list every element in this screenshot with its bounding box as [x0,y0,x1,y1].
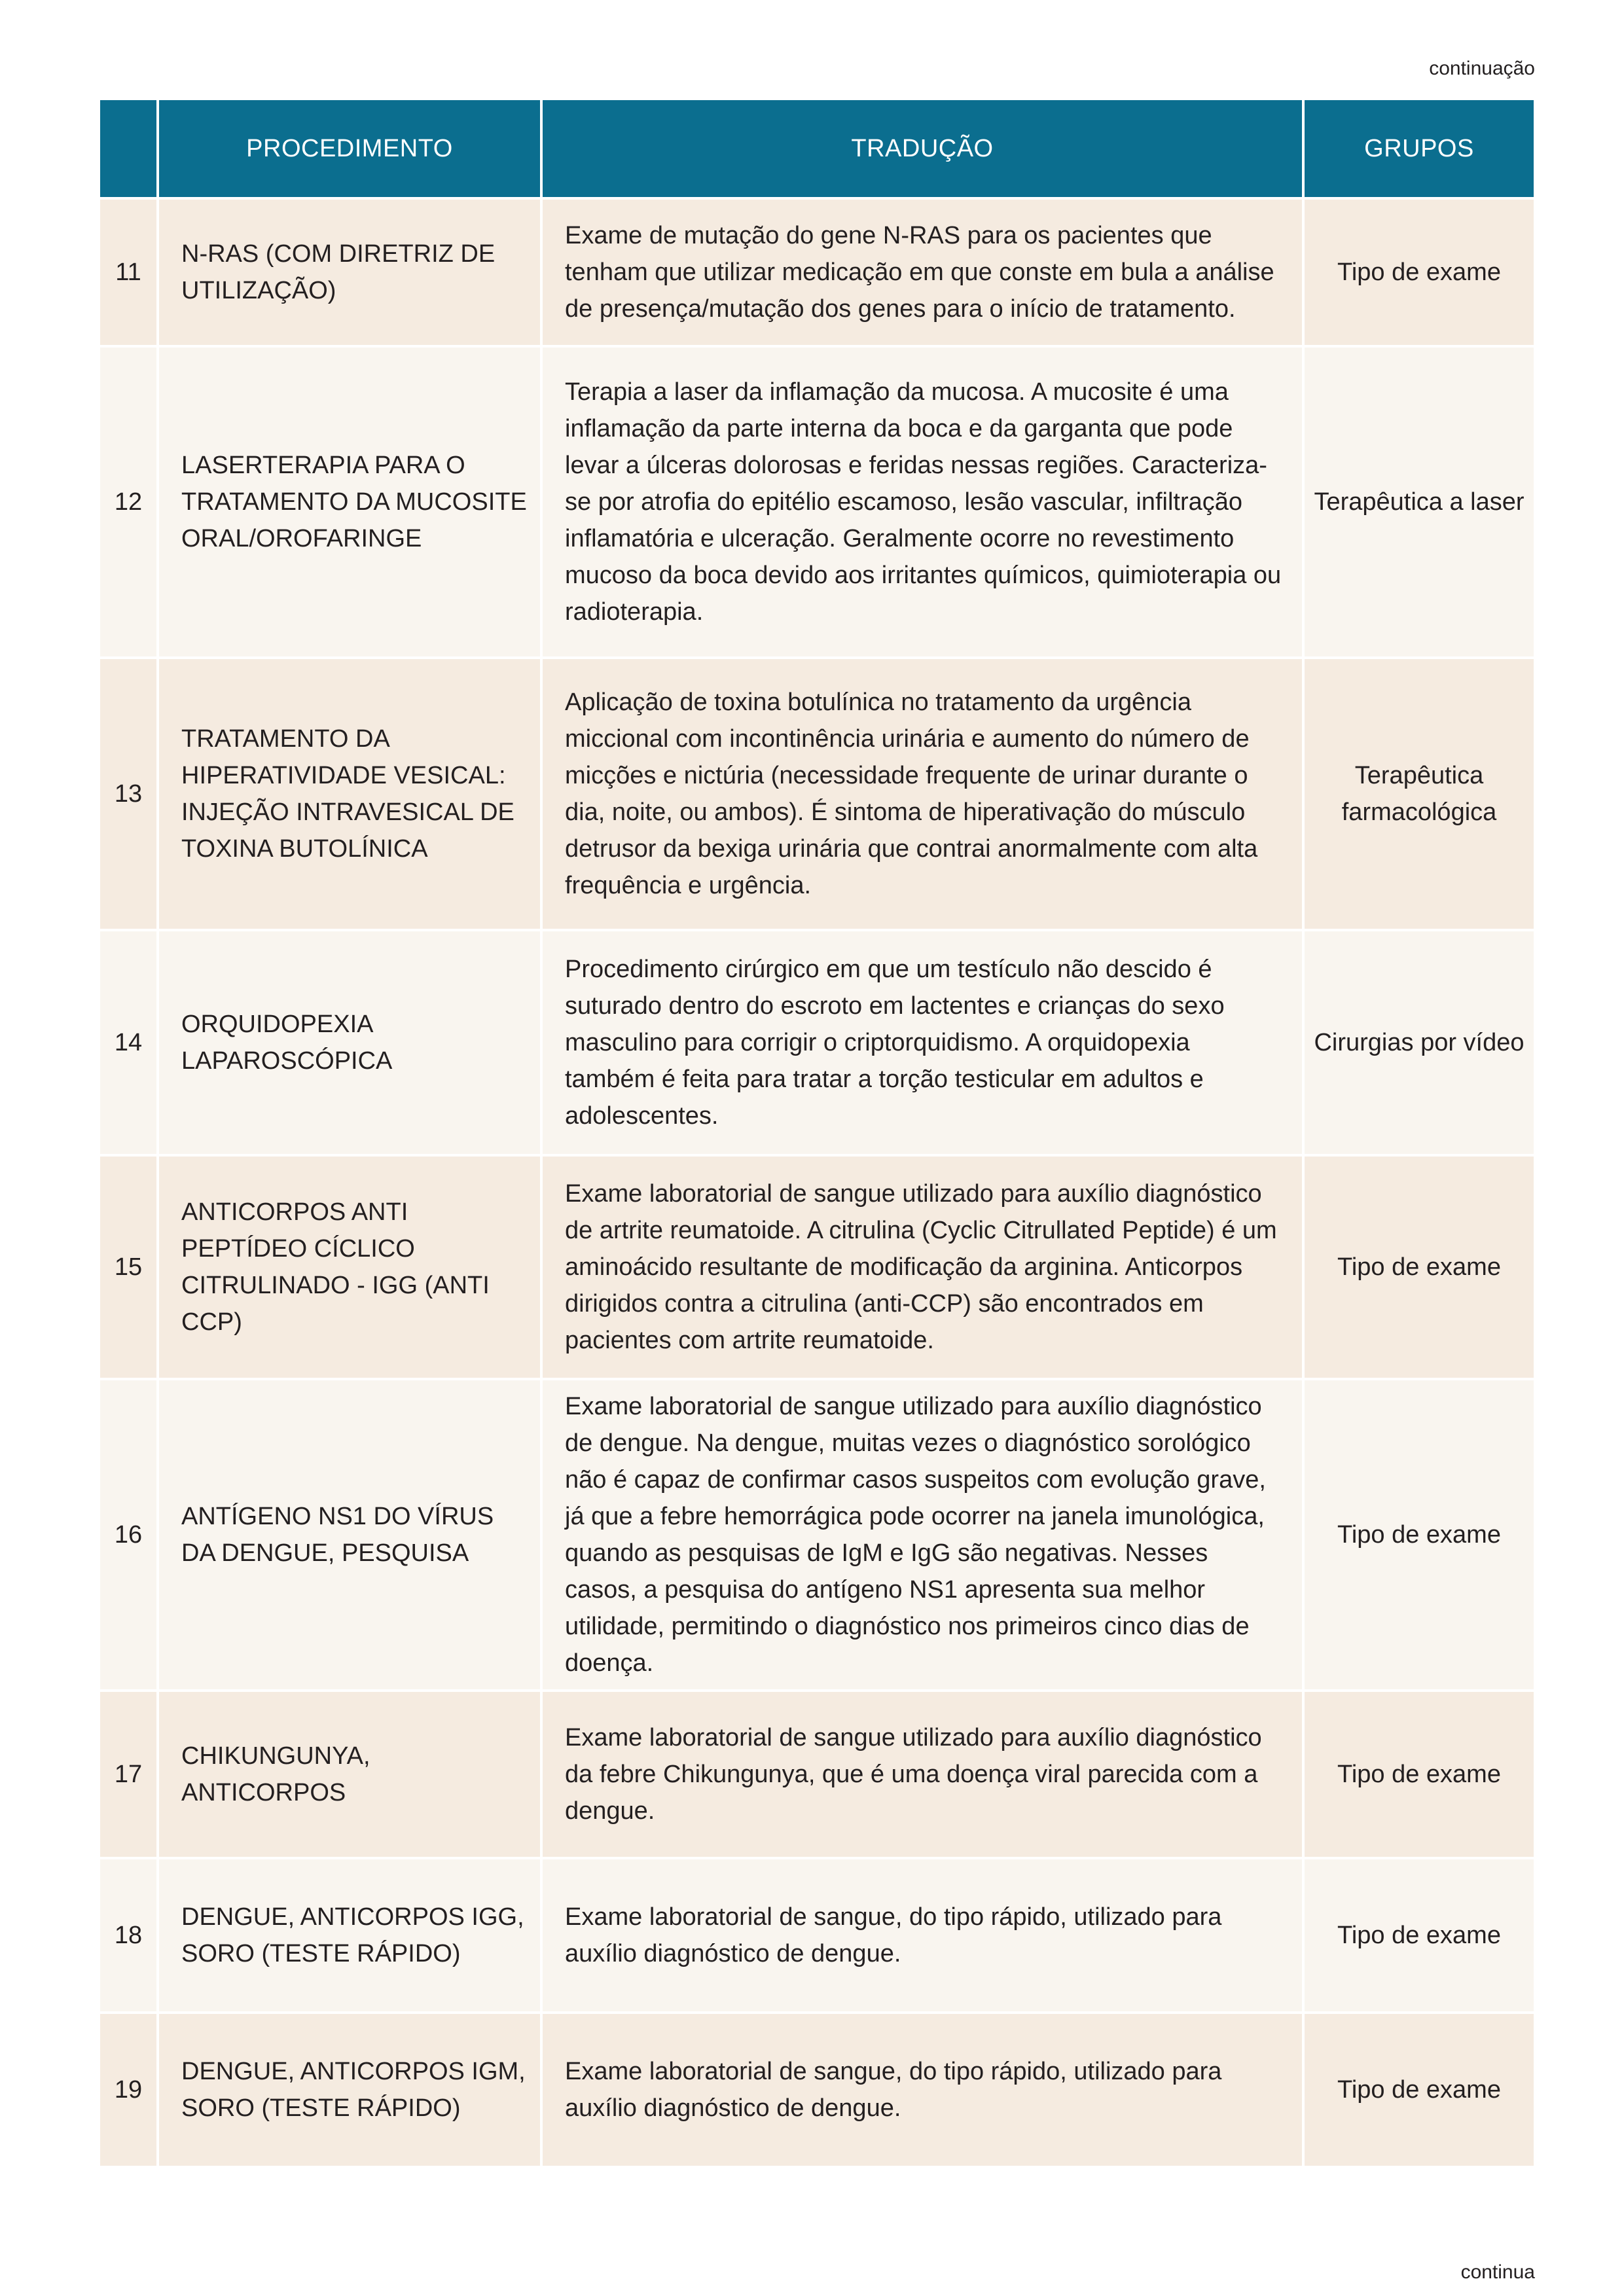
row-grupo: Cirurgias por vídeo [1305,931,1534,1154]
row-procedimento: ANTÍGENO NS1 DO VÍRUS DA DENGUE, PESQUISA [159,1380,540,1689]
row-number: 19 [100,2014,156,2166]
header-procedimento: PROCEDIMENTO [159,100,540,197]
row-grupo: Tipo de exame [1305,1380,1534,1689]
row-number: 11 [100,200,156,345]
header-grupos: GRUPOS [1305,100,1534,197]
row-procedimento: DENGUE, ANTICORPOS IGG, SORO (TESTE RÁPIDO) [159,1859,540,2011]
row-traducao: Terapia a laser da inflamação da mucosa. A mucosite é uma inflamação da parte interna da boca e da garganta que pode levar a úlceras dolorosas e feridas nessas regiões. Caracteriza-se por atrofia do epitélio escamoso, lesão vascular, infiltração inflamatória e ulceração. Geralmente ocorre no revestimento mucoso da boca devido aos irritantes químicos, quimioterapia ou radioterapia. [543,348,1302,656]
table-row [100,659,1534,929]
row-number: 15 [100,1157,156,1378]
row-number: 14 [100,931,156,1154]
row-procedimento: TRATAMENTO DA HIPERATIVIDADE VESICAL: INJEÇÃO INTRAVESICAL DE TOXINA BUTOLÍNICA [159,659,540,929]
table-row [100,2014,1534,2166]
row-procedimento: ORQUIDOPEXIA LAPAROSCÓPICA [159,931,540,1154]
row-traducao: Exame laboratorial de sangue, do tipo rápido, utilizado para auxílio diagnóstico de dengue. [543,2014,1302,2166]
row-procedimento: LASERTERAPIA PARA O TRATAMENTO DA MUCOSITE ORAL/OROFARINGE [159,348,540,656]
procedures-table [98,98,1536,2168]
row-grupo: Tipo de exame [1305,1859,1534,2011]
row-procedimento: ANTICORPOS ANTI PEPTÍDEO CÍCLICO CITRULINADO - IGG (ANTI CCP) [159,1157,540,1378]
table-row [100,348,1534,656]
row-traducao: Exame laboratorial de sangue utilizado para auxílio diagnóstico da febre Chikungunya, que é uma doença viral parecida com a dengue. [543,1692,1302,1857]
table-body [100,200,1534,2166]
row-number: 17 [100,1692,156,1857]
row-number: 18 [100,1859,156,2011]
header-number [100,100,156,197]
table-row [100,1157,1534,1378]
row-traducao: Procedimento cirúrgico em que um testículo não descido é suturado dentro do escroto em lactentes e crianças do sexo masculino para corrigir o criptorquidismo. A orquidopexia também é feita para tratar a torção testicular em adultos e adolescentes. [543,931,1302,1154]
row-grupo: Tipo de exame [1305,200,1534,345]
row-procedimento: CHIKUNGUNYA, ANTICORPOS [159,1692,540,1857]
row-procedimento: DENGUE, ANTICORPOS IGM, SORO (TESTE RÁPIDO) [159,2014,540,2166]
row-procedimento: N-RAS (COM DIRETRIZ DE UTILIZAÇÃO) [159,200,540,345]
row-grupo: Terapêutica farmacológica [1305,659,1534,929]
row-traducao: Exame laboratorial de sangue utilizado para auxílio diagnóstico de dengue. Na dengue, muitas vezes o diagnóstico sorológico não é capaz de confirmar casos suspeitos com evolução grave, já que a febre hemorrágica pode ocorrer na janela imunológica, quando as pesquisas de IgM e IgG são negativas. Nesses casos, a pesquisa do antígeno NS1 apresenta sua melhor utilidade, permitindo o diagnóstico nos primeiros cinco dias de doença. [543,1380,1302,1689]
table-row [100,1859,1534,2011]
row-grupo: Tipo de exame [1305,1157,1534,1378]
table-header [100,100,1534,197]
continuation-note: continuação [1429,58,1535,79]
continues-note: continua [1460,2261,1535,2283]
row-traducao: Exame laboratorial de sangue utilizado para auxílio diagnóstico de artrite reumatoide. A citrulina (Cyclic Citrullated Peptide) é um aminoácido resultante de modificação da arginina. Anticorpos dirigidos contra a citrulina (anti-CCP) são encontrados em pacientes com artrite reumatoide. [543,1157,1302,1378]
row-traducao: Aplicação de toxina botulínica no tratamento da urgência miccional com incontinência urinária e aumento do número de micções e nictúria (necessidade frequente de urinar durante o dia, noite, ou ambos). É sintoma de hiperativação do músculo detrusor da bexiga urinária que contrai anormalmente com alta frequência e urgência. [543,659,1302,929]
table-row [100,200,1534,345]
row-grupo: Tipo de exame [1305,2014,1534,2166]
header-traducao: TRADUÇÃO [543,100,1302,197]
table-row [100,1380,1534,1689]
row-traducao: Exame laboratorial de sangue, do tipo rápido, utilizado para auxílio diagnóstico de dengue. [543,1859,1302,2011]
row-grupo: Tipo de exame [1305,1692,1534,1857]
table-row [100,931,1534,1154]
row-traducao: Exame de mutação do gene N-RAS para os pacientes que tenham que utilizar medicação em que conste em bula a análise de presença/mutação dos genes para o início de tratamento. [543,200,1302,345]
row-number: 16 [100,1380,156,1689]
row-number: 12 [100,348,156,656]
row-grupo: Terapêutica a laser [1305,348,1534,656]
row-number: 13 [100,659,156,929]
header-row [100,100,1534,197]
table-row [100,1692,1534,1857]
